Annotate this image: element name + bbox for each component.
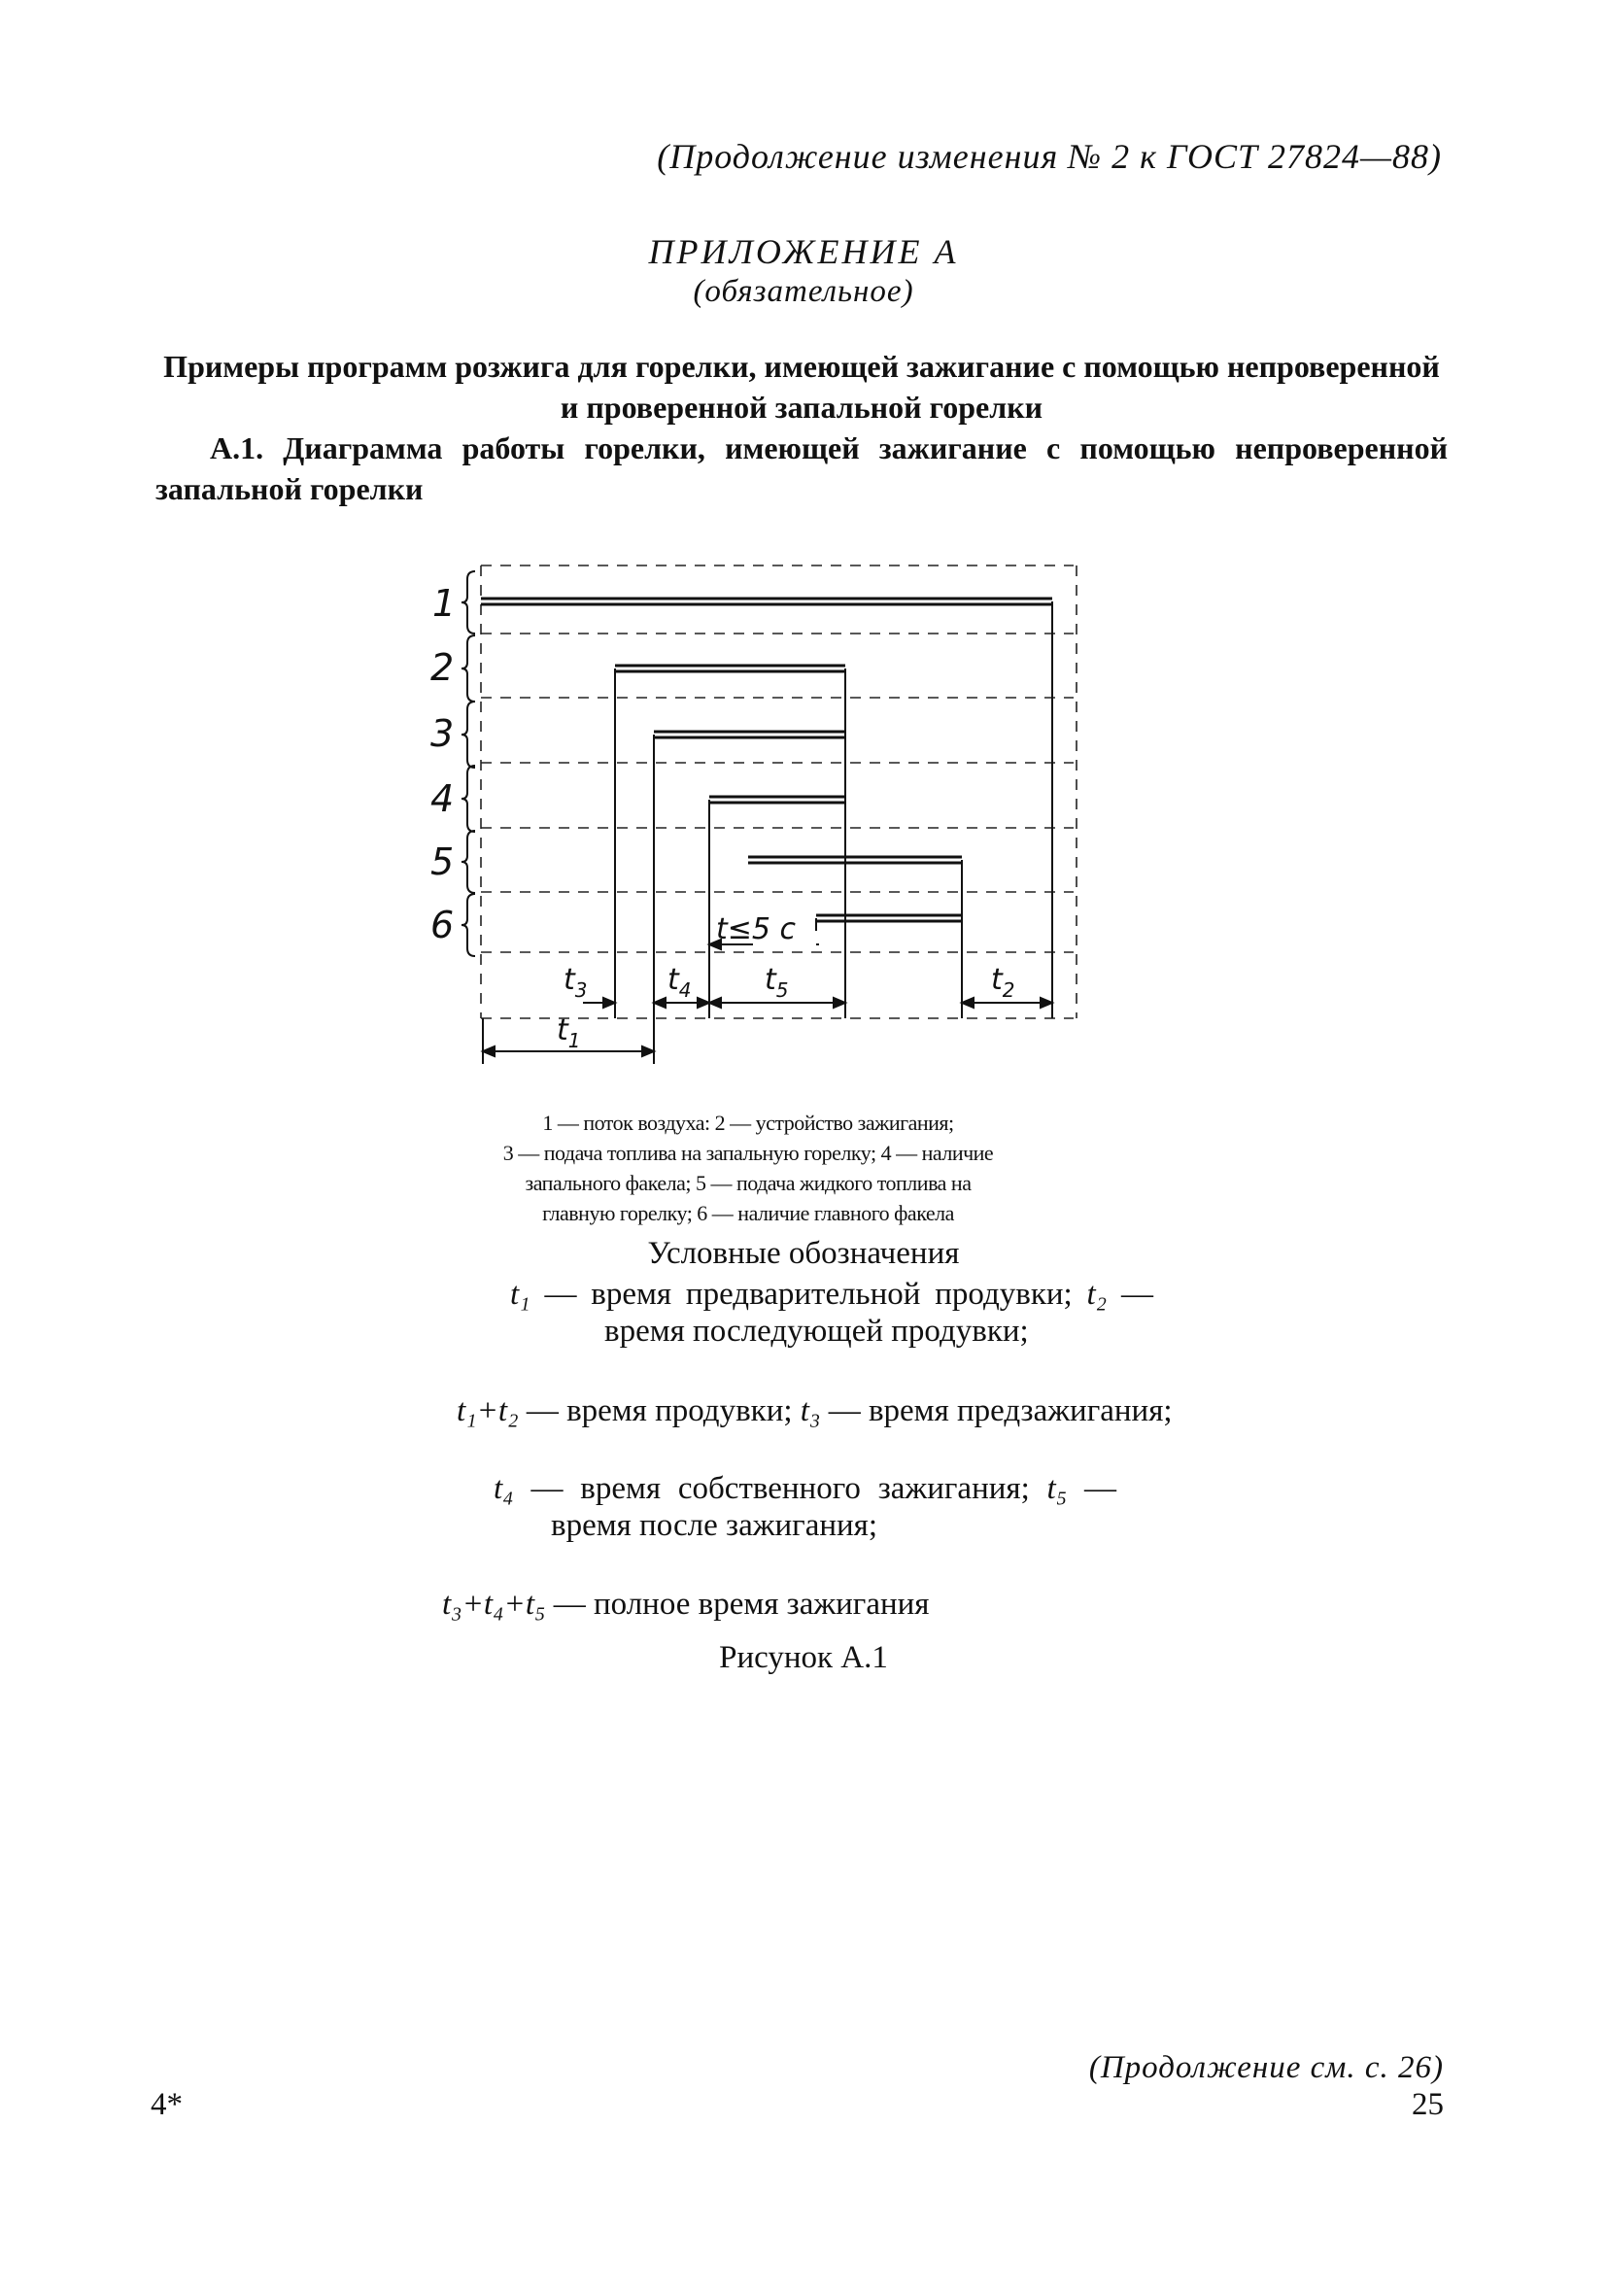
notation-definition: t₄ — время собственного зажигания; t₅ — время после зажигания;: [494, 1471, 1117, 1543]
row-label-4: 4: [430, 777, 455, 820]
arrow-t3: [583, 998, 615, 1008]
legend-line: главную горелку; 6 — наличие главного факела: [542, 1201, 954, 1225]
notation-symbol: t₂: [1086, 1277, 1108, 1312]
document-title: Примеры программ розжига для горелки, имеющей зажигание с помощью непроверенной и проверенной запальной горелки: [163, 349, 1440, 425]
header-continuation: (Продолжение изменения № 2 к ГОСТ 27824—88): [657, 137, 1442, 176]
notation-definition: t₁+t₂ — время продувки; t₃ — время предзажигания;: [457, 1393, 1173, 1428]
bar-main-fuel: [748, 857, 962, 863]
notation-definition: t₃+t₄+t₅ — полное время зажигания: [442, 1587, 930, 1622]
figure-caption: Рисунок А.1: [719, 1640, 888, 1675]
notation-symbol: t₄: [494, 1471, 514, 1506]
bar-pilot-fuel: [654, 732, 845, 737]
notations-heading: Условные обозначения: [647, 1236, 960, 1271]
bar-air-flow: [481, 599, 1052, 604]
label-t4: $t_4$: [667, 963, 692, 1002]
section-heading: А.1. Диаграмма работы горелки, имеющей зажигание с помощью непроверенной запальной горелки: [155, 430, 1448, 506]
row-label-1: 1: [432, 582, 457, 625]
footer-continuation: (Продолжение см. с. 26): [1088, 2050, 1444, 2085]
row-label-2: 2: [430, 646, 455, 689]
legend-line: запального факела; 5 — подача жидкого топлива на: [525, 1171, 972, 1195]
signal-bars: [481, 599, 1052, 921]
page-number: 25: [1412, 2087, 1444, 2122]
row-label-5: 5: [430, 840, 455, 883]
notation-symbol: t₅: [1046, 1471, 1068, 1506]
notation-definition: t₁ — время предварительной продувки; t₂ — время последующей продувки;: [510, 1277, 1153, 1349]
row-braces: [462, 571, 475, 956]
label-limit: t≤5 с: [716, 912, 797, 946]
notation-symbol: t₃+t₄+t₅: [442, 1587, 546, 1622]
label-t5: $t_5$: [765, 963, 789, 1002]
notation-symbol: t₁+t₂: [457, 1393, 519, 1428]
row-label-6: 6: [430, 904, 455, 946]
bar-main-flame: [816, 915, 962, 921]
legend-line: 1 — поток воздуха: 2 — устройство зажигания;: [542, 1111, 954, 1135]
label-t3: $t_3$: [564, 963, 588, 1002]
appendix-title: ПРИЛОЖЕНИЕ А: [648, 232, 959, 271]
notation-symbol: t₃: [800, 1393, 821, 1428]
label-t2: $t_2$: [991, 963, 1015, 1002]
row-label-3: 3: [430, 712, 455, 755]
bar-ignition-device: [615, 666, 845, 671]
sheet-mark: 4*: [151, 2087, 183, 2122]
bar-pilot-flame: [709, 797, 845, 803]
label-t1: $t_1$: [557, 1013, 581, 1052]
legend-line: 3 — подача топлива на запальную горелку; 4 — наличие: [502, 1141, 994, 1165]
figure-legend: [427, 1108, 1069, 1228]
appendix-subtitle: (обязательное): [693, 274, 914, 309]
grid-dashed-lines: [481, 565, 1077, 1018]
notation-symbol: t₁: [510, 1277, 530, 1312]
burner-timing-diagram: [413, 554, 1093, 1098]
